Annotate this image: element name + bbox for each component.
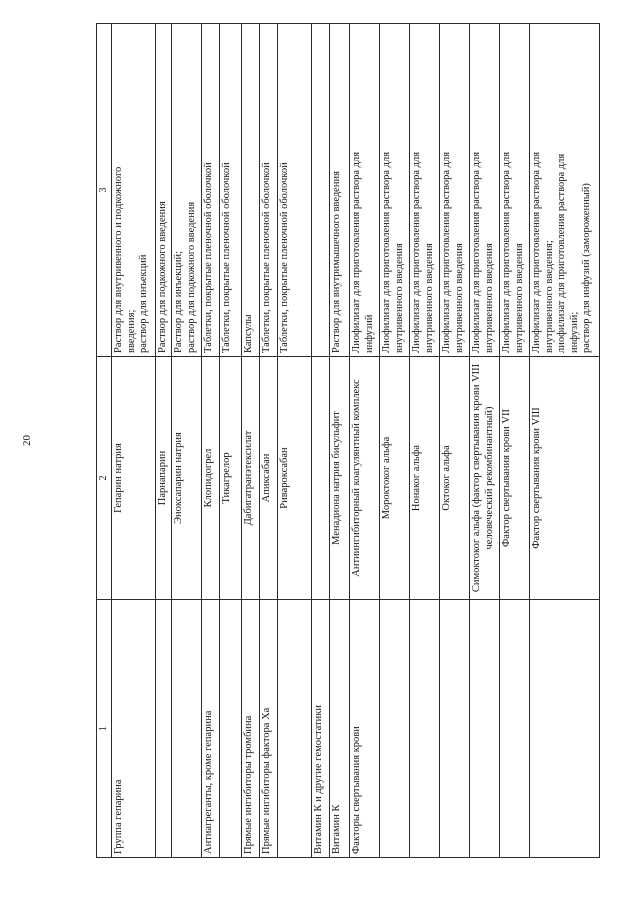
table-row — [156, 24, 172, 858]
form-cell — [530, 24, 600, 357]
form-line: Лиофилизат для приготовления раствора для — [411, 151, 422, 353]
form-line: Таблетки, покрытые пленочной оболочкой — [279, 162, 290, 353]
column-header-2: 2 — [97, 357, 112, 600]
drug-cell: Антиингибиторный коагулянтный комплекс — [350, 357, 380, 600]
form-line: Раствор для внутримышечного введения — [331, 171, 342, 353]
drug-cell — [312, 357, 330, 600]
form-line: Раствор для внутривенного и подкожного — [113, 166, 124, 353]
form-line: введения; — [125, 309, 137, 353]
group-cell — [156, 600, 172, 858]
form-line: Лиофилизат для приготовления раствора для — [351, 151, 362, 353]
form-line: Капсулы — [243, 314, 254, 353]
form-line: Лиофилизат для приготовления раствора для — [381, 151, 392, 353]
form-cell — [440, 24, 470, 357]
drug-cell: Симоктоког альфа (фактор свертывания крови VIII человеческий рекомбинантный) — [470, 357, 500, 600]
table-row — [500, 24, 530, 858]
form-line: Лиофилизат для приготовления раствора для — [501, 151, 512, 353]
table-header-row — [97, 24, 112, 858]
form-line: раствор для инъекций — [138, 254, 150, 353]
form-line: Раствор для подкожного введения — [157, 201, 168, 353]
group-cell: Антиагреганты, кроме гепарина — [202, 600, 220, 858]
drug-table — [96, 23, 600, 858]
group-cell — [470, 600, 500, 858]
form-cell — [172, 24, 202, 357]
drug-cell: Гепарин натрия — [112, 357, 156, 600]
group-cell — [410, 600, 440, 858]
form-line: внутривенного введения — [483, 243, 495, 353]
drug-cell: Менадиона натрия бисульфит — [330, 357, 350, 600]
table-row — [440, 24, 470, 858]
page-number: 20 — [21, 435, 33, 446]
table-row — [350, 24, 380, 858]
form-line: внутривенного введения — [393, 243, 405, 353]
form-line: инфузий; — [568, 311, 580, 353]
form-cell — [470, 24, 500, 357]
table-row — [380, 24, 410, 858]
group-cell: Факторы свертывания крови — [350, 600, 380, 858]
form-line: Лиофилизат для приготовления раствора для — [531, 151, 542, 353]
drug-cell: Эноксапарин натрия — [172, 357, 202, 600]
form-line: внутривенного введения — [423, 243, 435, 353]
table-row — [278, 24, 312, 858]
form-cell — [202, 24, 220, 357]
drug-cell: Парнапарин — [156, 357, 172, 600]
column-header-3: 3 — [97, 24, 112, 357]
form-line: Лиофилизат для приготовления раствора для — [471, 151, 482, 353]
rotated-table-container — [96, 45, 593, 858]
form-cell — [312, 24, 330, 357]
column-header-1: 1 — [97, 600, 112, 858]
form-cell — [112, 24, 156, 357]
table-row — [220, 24, 242, 858]
form-cell — [260, 24, 278, 357]
form-cell — [410, 24, 440, 357]
group-cell — [380, 600, 410, 858]
table-row — [260, 24, 278, 858]
form-line: раствор для инфузий (замороженный) — [581, 183, 593, 353]
drug-cell: Апиксабан — [260, 357, 278, 600]
group-cell — [530, 600, 600, 858]
group-cell: Группа гепарина — [112, 600, 156, 858]
table-row — [530, 24, 600, 858]
drug-cell: Дабигатранэтексилат — [242, 357, 260, 600]
group-cell — [500, 600, 530, 858]
group-cell — [278, 600, 312, 858]
form-line: Таблетки, покрытые пленочной оболочкой — [203, 162, 214, 353]
form-line: Раствор для инъекций; — [173, 250, 184, 353]
form-line: внутривенного введения; — [543, 240, 555, 353]
table-row — [330, 24, 350, 858]
form-line: Таблетки, покрытые пленочной оболочкой — [261, 162, 272, 353]
table-row — [172, 24, 202, 858]
drug-cell: Тикагрелор — [220, 357, 242, 600]
drug-cell: Нонаког альфа — [410, 357, 440, 600]
table-row — [470, 24, 500, 858]
form-line: инфузий — [363, 314, 375, 353]
form-line: Таблетки, покрытые пленочной оболочкой — [221, 162, 232, 353]
table-row — [242, 24, 260, 858]
form-line: Лиофилизат для приготовления раствора для — [441, 151, 452, 353]
form-cell — [500, 24, 530, 357]
form-line: внутривенного введения — [513, 243, 525, 353]
group-cell: Прямые ингибиторы фактора Ха — [260, 600, 278, 858]
table-row — [112, 24, 156, 858]
group-cell — [440, 600, 470, 858]
group-cell — [172, 600, 202, 858]
form-cell — [350, 24, 380, 357]
drug-cell: Октоког альфа — [440, 357, 470, 600]
drug-cell: Фактор свертывания крови VIII — [530, 357, 600, 600]
drug-cell: Ривароксабан — [278, 357, 312, 600]
form-line: лиофилизат для приготовления раствора для — [556, 153, 568, 353]
form-cell — [380, 24, 410, 357]
group-cell — [220, 600, 242, 858]
form-cell — [330, 24, 350, 357]
form-cell — [156, 24, 172, 357]
form-cell — [220, 24, 242, 357]
drug-cell: Клопидогрел — [202, 357, 220, 600]
group-cell: Витамин К и другие гемостатики — [312, 600, 330, 858]
form-cell — [242, 24, 260, 357]
drug-cell: Фактор свертывания крови VII — [500, 357, 530, 600]
table-row — [202, 24, 220, 858]
form-cell — [278, 24, 312, 357]
group-cell: Витамин К — [330, 600, 350, 858]
form-line: раствор для подкожного введения — [185, 201, 197, 353]
table-row — [410, 24, 440, 858]
form-line: внутривенного введения — [453, 243, 465, 353]
drug-cell: Мороктоког альфа — [380, 357, 410, 600]
table-row — [312, 24, 330, 858]
group-cell: Прямые ингибиторы тромбина — [242, 600, 260, 858]
